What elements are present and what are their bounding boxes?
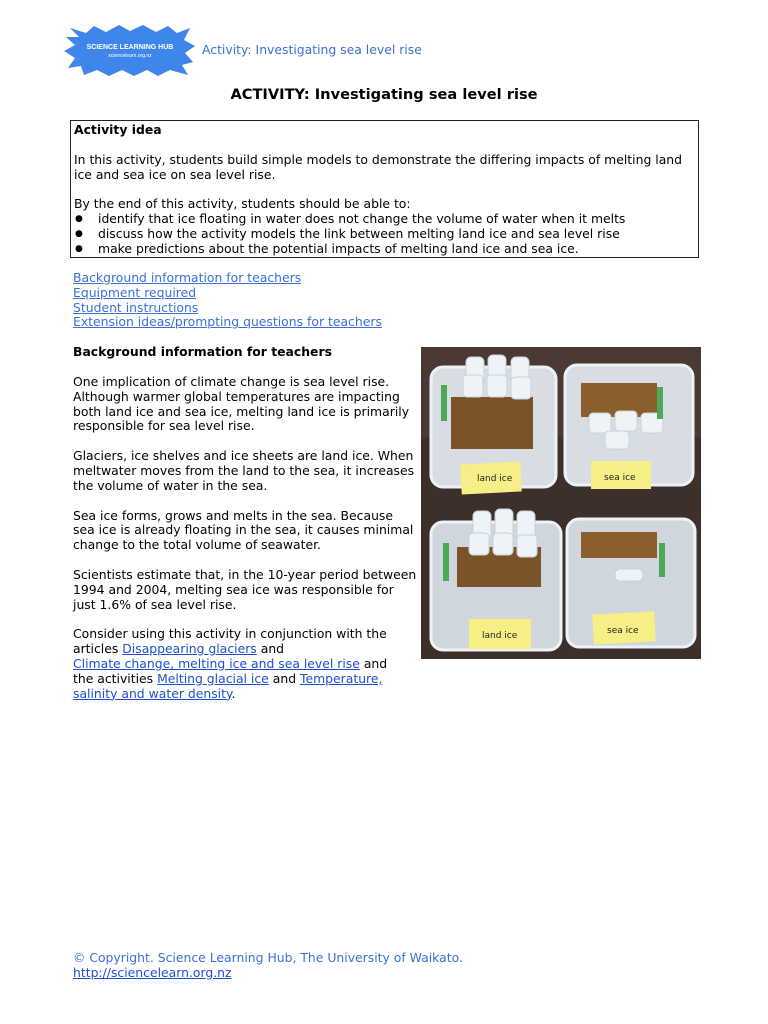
label-land-ice-bottom: land ice [482,631,518,641]
ice-model-photo [421,347,701,659]
background-text [73,375,418,701]
activity-intro: In this activity, students build simple models to demonstrate the differing impacts of melting land ice and sea ice on sea level rise. [74,151,683,182]
background-heading: Background information for teachers [73,344,332,359]
link-melting-glacial-ice[interactable]: Melting glacial ice [157,670,269,686]
activity-idea-box [70,120,699,258]
activity-idea-heading: Activity idea [74,122,162,137]
background-paragraph: One implication of climate change is sea level rise. Although warmer global temperatures are impacting both land ice and sea ice, melting land ice is primarily responsible for sea level rise. [73,374,410,434]
background-paragraph: Scientists estimate that, in the 10-year period between 1994 and 2004, melting sea ice was responsible for just 1.6% of sea level rise. [73,566,417,612]
outcomes-list [74,212,695,256]
science-learning-hub-logo [64,25,196,77]
toc-link-extension[interactable]: Extension ideas/prompting questions for teachers [73,314,382,330]
copyright-text: © Copyright. Science Learning Hub, The University of Waikato. [73,950,463,965]
outcome-item: ● identify that ice floating in water does not change the volume of water when it melts [74,212,695,227]
document-title: ACTIVITY: Investigating sea level rise [230,86,538,103]
label-sea-ice-top: sea ice [604,473,636,483]
logo-text: SCIENCE LEARNING HUB [86,44,174,51]
label-sea-ice-bottom: sea ice [607,626,639,636]
toc-link-instructions[interactable]: Student instructions [73,299,199,315]
link-disappearing-glaciers[interactable]: Disappearing glaciers [122,641,257,657]
outcome-item: ● discuss how the activity models the link between melting land ice and sea level rise [74,227,695,242]
toc-link-background[interactable]: Background information for teachers [73,270,302,285]
link-climate-change-article[interactable]: Climate change, melting ice and sea level rise [73,655,360,671]
background-paragraph: Glaciers, ice shelves and ice sheets are land ice. When meltwater moves from the land to the sea, it increases the volume of water in the sea. [73,448,415,493]
outcome-item: ● make predictions about the potential impacts of melting land ice and sea ice. [74,242,695,257]
wood-block [451,397,533,449]
toc-links [73,271,382,330]
label-land-ice-top: land ice [477,474,513,484]
wood-block [581,532,657,558]
logo-subtext: sciencelearn.org.nz [108,53,152,59]
outcomes-lead: By the end of this activity, students should be able to: [74,196,411,212]
footer [73,951,463,981]
header-title: Activity: Investigating sea level rise [202,42,422,57]
background-paragraph: Sea ice forms, grows and melts in the sea. Because sea ice is already floating in the sea, it causes minimal change to the total volume of seawater. [73,507,414,553]
related-articles-paragraph: Consider using this activity in conjunction with the articles Disappearing glaciers and Climate change, melting ice and sea level rise and the activities Melting glacial ice and Temperature, salinity and water density. [73,626,388,701]
toc-link-equipment[interactable]: Equipment required [73,284,197,300]
footer-url-link[interactable]: http://sciencelearn.org.nz [73,964,232,980]
link-temperature-salinity[interactable]: Temperature, salinity and water density [73,670,383,701]
